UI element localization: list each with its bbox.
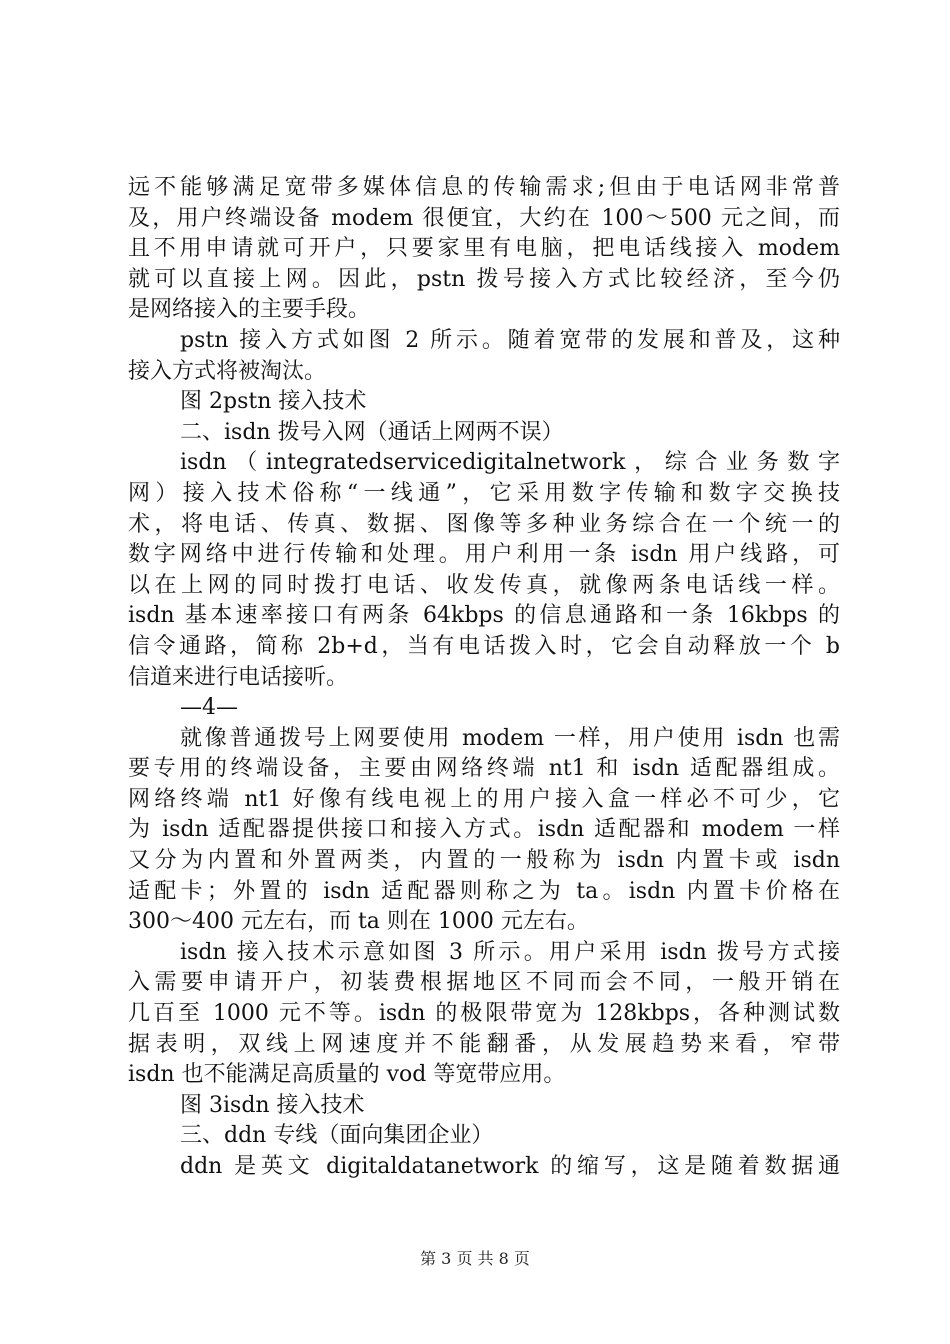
text-line: 图 3isdn 接入技术 — [180, 1092, 365, 1118]
text-line: 远不能够满足宽带多媒体信息的传输需求;但由于电话网非常普 — [128, 175, 840, 200]
text-line: 就可以直接上网。因此，pstn 拨号接入方式比较经济，至今仍 — [128, 266, 840, 292]
text-line: 接入方式将被淘汰。 — [128, 358, 327, 384]
text-line: isdn 也不能满足高质量的 vod 等宽带应用。 — [128, 1062, 566, 1088]
text-line: 以在上网的同时拨打电话、收发传真，就像两条电话线一样。 — [128, 572, 840, 598]
text-line: 300～400 元左右，而 ta 则在 1000 元左右。 — [128, 909, 589, 935]
text-line: 几百至 1000 元不等。isdn 的极限带宽为 128kbps，各种测试数 — [128, 1001, 840, 1027]
text-line: 要专用的终端设备，主要由网络终端 nt1 和 isdn 适配器组成。 — [128, 756, 840, 782]
text-line: isdn 接入技术示意如图 3 所示。用户采用 isdn 拨号方式接 — [180, 939, 840, 965]
text-line: 是网络接入的主要手段。 — [128, 297, 371, 323]
text-line: 且不用申请就可开户，只要家里有电脑，把电话线接入 modem — [128, 236, 840, 262]
text-line: 网）接入技术俗称“一线通”，它采用数字传输和数字交换技 — [128, 480, 840, 506]
text-line: 术，将电话、传真、数据、图像等多种业务综合在一个统一的 — [128, 511, 840, 537]
text-line: —4— — [180, 695, 238, 721]
text-line: 适配卡；外置的 isdn 适配器则称之为 ta。isdn 内置卡价格在 — [128, 878, 840, 904]
text-line: 为 isdn 适配器提供接口和接入方式。isdn 适配器和 modem 一样 — [128, 817, 840, 843]
text-line: 三、ddn 专线（面向集团企业） — [180, 1123, 494, 1149]
text-line: 又分为内置和外置两类，内置的一般称为 isdn 内置卡或 isdn — [128, 848, 840, 874]
text-line: 图 2pstn 接入技术 — [180, 389, 367, 415]
text-line: 二、isdn 拨号入网（通话上网两不误） — [180, 419, 564, 445]
text-line: 信道来进行电话接听。 — [128, 664, 349, 690]
text-line: 据表明，双线上网速度并不能翻番，从发展趋势来看，窄带 — [128, 1031, 840, 1057]
text-line: pstn 接入方式如图 2 所示。随着宽带的发展和普及，这种 — [180, 327, 840, 353]
text-line: 数字网络中进行传输和处理。用户利用一条 isdn 用户线路，可 — [128, 542, 840, 568]
text-line: isdn 基本速率接口有两条 64kbps 的信息通路和一条 16kbps 的 — [128, 603, 840, 629]
text-line: 入需要申请开户，初装费根据地区不同而会不同，一般开销在 — [128, 970, 840, 996]
text-line: isdn（integratedservicedigitalnetwork，综合业务数字 — [180, 450, 840, 476]
text-line: 及，用户终端设备 modem 很便宜，大约在 100～500 元之间，而 — [128, 205, 840, 231]
text-line: ddn 是英文 digitaldatanetwork 的缩写，这是随着数据通 — [180, 1154, 840, 1179]
text-line: 信令通路，简称 2b+d，当有电话拨入时，它会自动释放一个 b — [128, 633, 840, 659]
text-line: 就像普通拨号上网要使用 modem 一样，用户使用 isdn 也需 — [180, 725, 840, 751]
page-footer: 第 3 页 共 8 页 — [420, 1249, 530, 1268]
document-body — [128, 173, 840, 1183]
text-line: 网络终端 nt1 好像有线电视上的用户接入盒一样必不可少，它 — [128, 786, 840, 812]
